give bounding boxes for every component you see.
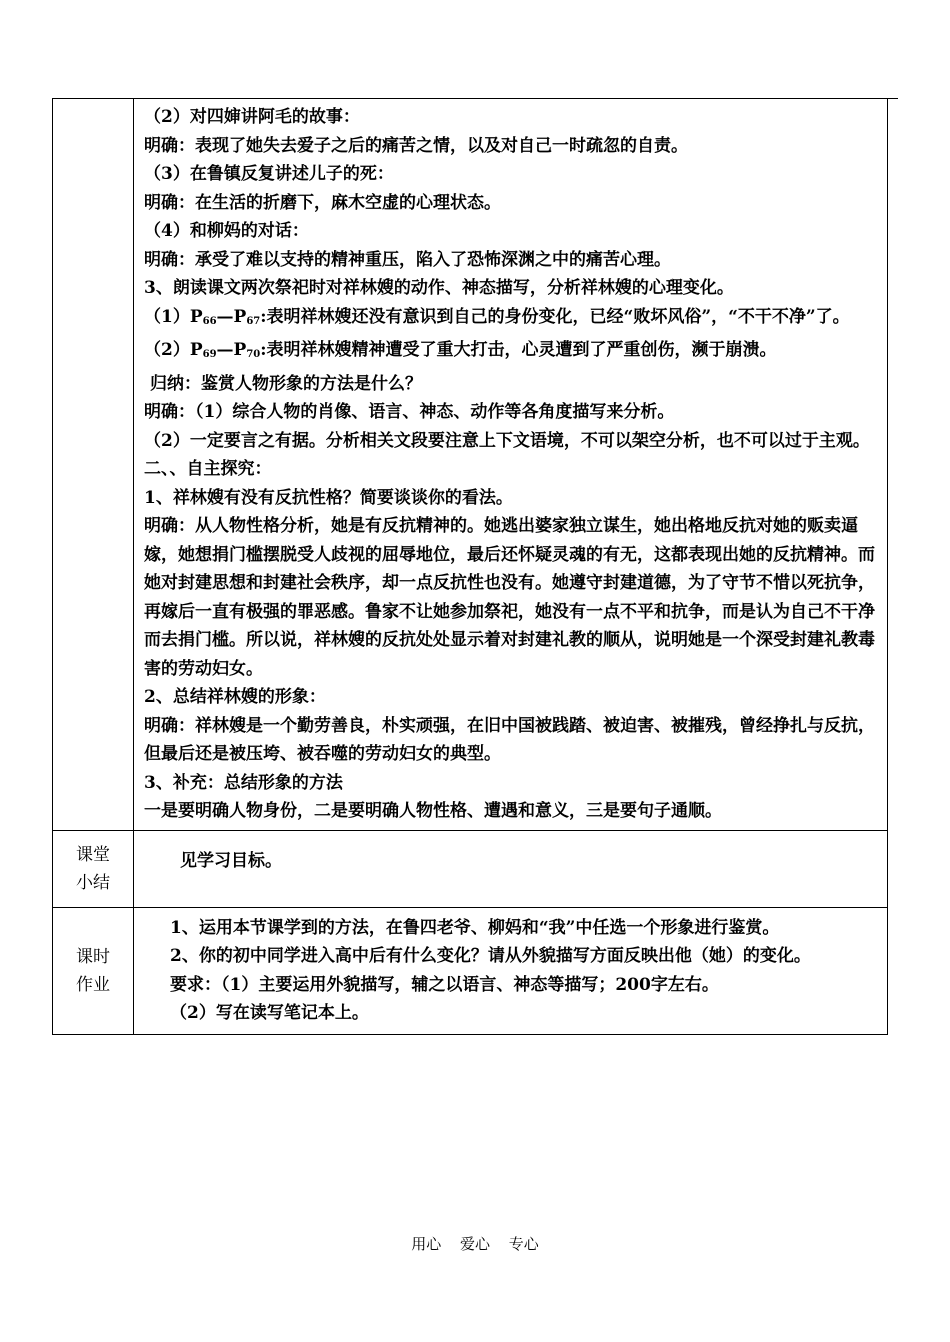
table-row-teaching-content [53, 99, 888, 831]
section-heading: 二、、自主探究： [144, 459, 272, 479]
text-line: （4）和柳妈的对话： [144, 221, 309, 241]
summary-label [53, 830, 134, 907]
homework-label [53, 907, 134, 1034]
p2-mid: —P [216, 340, 247, 360]
text-line: （3）在鲁镇反复讲述儿子的死： [144, 164, 394, 184]
page-footer: 用心 爱心 专心 [411, 1235, 539, 1253]
p1-page-b: 67 [246, 315, 261, 327]
row-label-empty [53, 99, 134, 831]
p2-page-a: 69 [202, 349, 217, 360]
text-line: 明确：（1）综合人物的肖像、语言、神态、动作等各角度描写来分析。 [144, 402, 675, 422]
summary-cell [134, 830, 888, 907]
analysis-paragraph: 明确：从人物性格分析，她是有反抗精神的。她逃出婆家独立谋生，她出格地反抗对她的贩卖逼嫁，她想捐门槛摆脱受人歧视的屈辱地位，最后还怀疑灵魂的有无，这都表现出她的反抗精神。而她对封建思想和封建社会秩序，却一点反抗性也没有。她遵守封建道德，为了守节不惜以死抗争，再嫁后一直有极强的罪恶感。鲁家不让她参加祭祀，她没有一点不平和抗争，而是认为自己不干净而去捐门槛。所以说，祥林嫂的反抗处处显示着对封建礼教的顺从，说明她是一个深受封建礼教毒害的劳动妇女。 [144, 516, 875, 679]
text-line: 归纳：鉴赏人物形象的方法是什么？ [150, 373, 422, 394]
p1-page-a: 66 [202, 315, 217, 327]
homework-item: 要求：（1）主要运用外貌描写，辅之以语言、神态等描写；200字左右。 [170, 974, 719, 995]
question-line: 1、祥林嫂有没有反抗性格？简要谈谈你的看法。 [144, 487, 513, 508]
lesson-plan-table [52, 98, 888, 1035]
p1-prefix: （1）P [144, 306, 203, 327]
summary-text: 见学习目标。 [180, 850, 282, 871]
p2-page-b: 70 [246, 349, 261, 360]
text-line: （2）对四婶讲阿毛的故事： [144, 107, 360, 127]
p2-rest: :表明祥林嫂精神遭受了重大打击，心灵遭到了严重创伤，濒于崩溃。 [260, 340, 777, 360]
homework-label-line2: 作业 [76, 974, 110, 995]
text-line: 3、朗读课文两次祭祀时对祥林嫂的动作、神态描写，分析祥林嫂的心理变化。 [144, 278, 734, 298]
summary-label-line2: 小结 [76, 872, 110, 893]
p1-mid: —P [216, 306, 247, 327]
text-line: 明确：承受了难以支持的精神重压，陷入了恐怖深渊之中的痛苦心理。 [144, 249, 671, 270]
teaching-content-cell [134, 99, 888, 831]
method-paragraph: （2）一定要言之有据。分析相关文段要注意上下文语境，不可以架空分析，也不可以过于主观。 [144, 430, 870, 451]
p1-paragraph [144, 303, 881, 337]
homework-item: （2）写在读写笔记本上。 [170, 1003, 369, 1023]
image-paragraph: 明确：祥林嫂是一个勤劳善良，朴实顽强，在旧中国被践踏、被迫害、被摧残，曾经挣扎与反抗，但最后还是被压垮、被吞噬的劳动妇女的典型。 [144, 715, 875, 764]
p2-prefix: （2）P [144, 340, 203, 360]
text-line: 明确：在生活的折磨下，麻木空虚的心理状态。 [144, 192, 501, 213]
homework-item: 2、你的初中同学进入高中后有什么变化？请从外貌描写方面反映出他（她）的变化。 [170, 946, 811, 966]
text-line: 3、补充：总结形象的方法 [144, 772, 343, 793]
table-row-summary [53, 830, 888, 907]
table-row-homework [53, 907, 888, 1034]
p1-rest: :表明祥林嫂还没有意识到自己的身份变化，已经“败坏风俗”，“不干不净”了。 [260, 306, 850, 327]
homework-item: 1、运用本节课学到的方法，在鲁四老爷、柳妈和“我”中任选一个形象进行鉴赏。 [170, 917, 780, 938]
text-line: 一是要明确人物身份，二是要明确人物性格、遭遇和意义，三是要句子通顺。 [144, 801, 722, 821]
homework-label-line1: 课时 [76, 946, 110, 967]
text-line: 明确：表现了她失去爱子之后的痛苦之情，以及对自己一时疏忽的自责。 [144, 135, 688, 156]
question-line: 2、总结祥林嫂的形象： [144, 687, 326, 707]
summary-label-line1: 课堂 [76, 844, 110, 865]
homework-cell [134, 907, 888, 1034]
p2-paragraph [144, 336, 881, 370]
